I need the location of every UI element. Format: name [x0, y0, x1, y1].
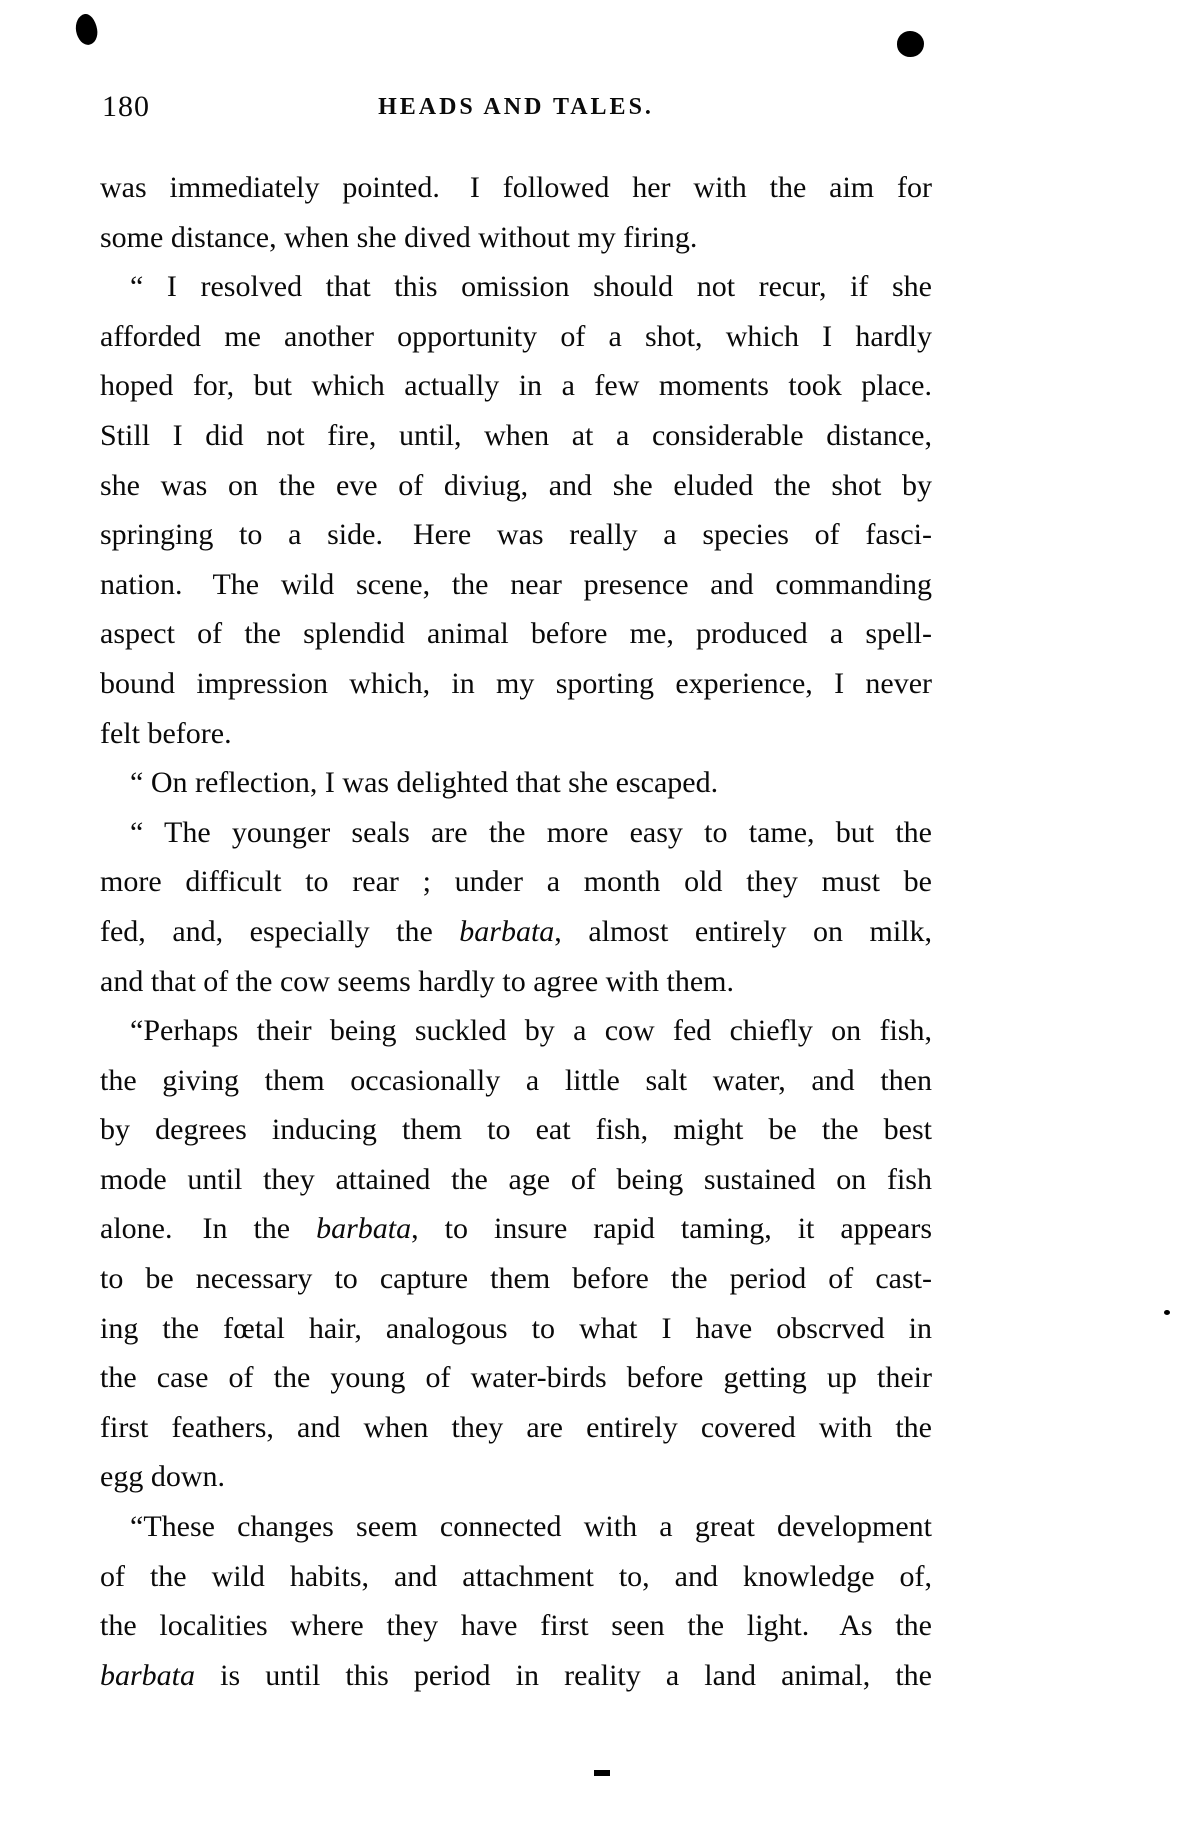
text-line: was immediately pointed. I followed her with the aim for — [100, 171, 932, 204]
text-line: afforded me another opportunity of a shot, which I hardly — [100, 319, 932, 353]
ink-dash-bottom — [594, 1770, 610, 1776]
italic-term: barbata — [100, 1658, 196, 1692]
text-line: bound impression which, in my sporting experience, I never — [100, 666, 932, 700]
running-title: HEADS AND TALES. — [378, 94, 654, 120]
text-line: she was on the eve of diviug, and she eluded the shot by — [100, 468, 932, 502]
text-line: fed, and, especially the barbata, almost entirely on milk, — [100, 914, 932, 948]
text-line: “These changes seem connected with a great development — [130, 1510, 932, 1544]
text-line: first feathers, and when they are entirely covered with the — [100, 1410, 932, 1444]
text-line: alone. In the barbata, to insure rapid taming, it appears — [100, 1212, 932, 1246]
text-line: the localities where they have first seen the light. As the — [100, 1609, 932, 1643]
paragraph — [100, 758, 932, 808]
italic-term: barbata — [459, 914, 555, 948]
text-line: “ The younger seals are the more easy to tame, but the — [130, 815, 932, 849]
page-header — [100, 88, 932, 132]
text-line: and that of the cow seems hardly to agree with them. — [100, 964, 734, 998]
text-line: some distance, when she dived without my firing. — [100, 220, 698, 254]
text-line: to be necessary to capture them before the period of cast- — [100, 1262, 932, 1296]
text-line: Still I did not fire, until, when at a considerable distance, — [100, 418, 932, 452]
text-line: felt before. — [100, 716, 232, 750]
text-line: more difficult to rear ; under a month old they must be — [100, 865, 932, 899]
text-line: by degrees inducing them to eat fish, might be the best — [100, 1113, 932, 1147]
text-line: the giving them occasionally a little salt water, and then — [100, 1063, 932, 1097]
text-line: “Perhaps their being suckled by a cow fed chiefly on fish, — [130, 1014, 932, 1048]
paragraph — [100, 808, 932, 1006]
text-line: egg down. — [100, 1460, 225, 1494]
paragraph — [100, 163, 932, 262]
italic-term: barbata — [316, 1212, 412, 1246]
text-line: aspect of the splendid animal before me, produced a spell- — [100, 617, 932, 651]
text-line: barbata is until this period in reality a land animal, the — [100, 1658, 932, 1692]
page-number: 180 — [102, 90, 150, 123]
paragraph — [100, 1502, 932, 1700]
text-line: of the wild habits, and attachment to, and knowledge of, — [100, 1559, 932, 1593]
paragraph — [100, 1006, 932, 1502]
text-line: mode until they attained the age of being sustained on fish — [100, 1162, 932, 1196]
page-body — [100, 163, 932, 1700]
ink-blob-top-left — [73, 12, 99, 46]
text-line: hoped for, but which actually in a few moments took place. — [100, 369, 932, 403]
text-line: ing the fœtal hair, analogous to what I have obscrved in — [100, 1311, 932, 1345]
text-line: the case of the young of water-birds before getting up their — [100, 1361, 932, 1395]
text-line: “ I resolved that this omission should not recur, if she — [130, 270, 932, 304]
ink-speck-right-margin — [1164, 1310, 1170, 1315]
text-line: springing to a side. Here was really a species of fasci- — [100, 518, 932, 552]
text-line: nation. The wild scene, the near presence and commanding — [100, 567, 932, 601]
ink-blob-top-right — [897, 31, 924, 57]
paragraph — [100, 262, 932, 758]
text-line: “ On reflection, I was delighted that she escaped. — [130, 766, 719, 800]
